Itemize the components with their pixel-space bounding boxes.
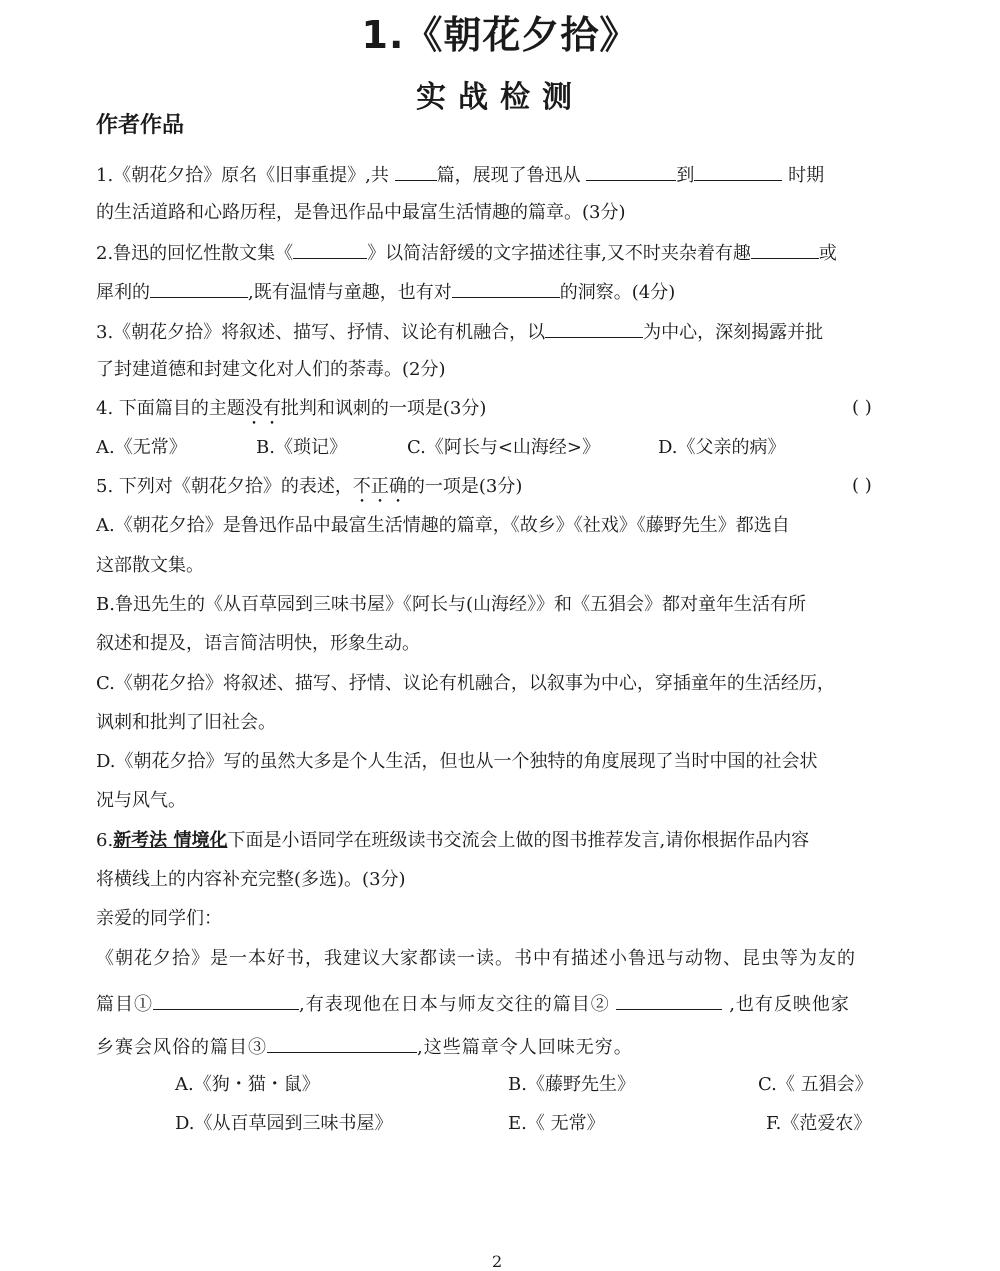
q5-option-d-line-2[interactable]: 况与风气。 [96,790,186,811]
q4-text-pre: 4. 下面篇目的主题 [96,398,245,419]
q1-blank-3[interactable] [694,162,782,181]
question-4-stem [96,397,486,429]
question-3-line-2: 了封建道德和封建文化对人们的荼毒。(2分) [96,359,446,380]
question-2-line-2 [96,279,675,305]
q6-option-c[interactable]: C.《 五猖会》 [758,1074,873,1095]
q2-blank-4[interactable] [452,279,560,298]
q5-option-d-line-1[interactable]: D.《朝花夕拾》写的虽然大多是个人生活，但也从一个独特的角度展现了当时中国的社会状 [96,751,818,772]
q6-tag: 新考法 情境化 [113,830,228,851]
question-2-line-1 [96,240,837,266]
q6-speech-3b: ,这些篇章令人回味无穷。 [417,1037,633,1058]
q6-speech-line-2 [96,991,850,1017]
q5-option-c-line-2[interactable]: 讽刺和批判了旧社会。 [96,712,276,733]
q4-option-a[interactable]: A.《无常》 [96,437,187,458]
q5-option-c-line-1[interactable]: C.《朝花夕拾》将叙述、描写、抒情、议论有机融合，以叙事为中心，穿插童年的生活经历， [96,673,835,694]
q4-answer-paren[interactable]: ( ) [852,397,872,418]
q1-blank-1[interactable] [395,162,437,181]
q5-option-a-line-2[interactable]: 这部散文集。 [96,555,204,576]
q6-blank-3[interactable] [267,1034,417,1053]
q6-speech-2c: ,也有反映他家 [729,994,850,1015]
q6-option-b[interactable]: B.《藤野先生》 [508,1074,635,1095]
q6-option-a[interactable]: A.《狗・猫・鼠》 [175,1074,320,1095]
q2-text-f: 的洞察。(4分) [559,282,676,303]
question-1-line-2: 的生活道路和心路历程，是鲁迅作品中最富生活情趣的篇章。(3分) [96,202,626,223]
q3-text-b: 为中心，深刻揭露并批 [643,322,824,343]
q1-text-d: 时期 [788,165,825,186]
q6-number: 6. [96,830,114,851]
q2-text-b: 》以简洁舒缓的文字描述往事,又不时夹杂着有趣 [367,243,751,264]
q2-blank-3[interactable] [150,279,248,298]
page-subtitle: 实战检测 [416,80,584,115]
q6-speech-2b: ,有表现他在日本与师友交往的篇目② [299,994,610,1015]
q5-emphasis: 不正确 [352,476,407,497]
q1-text-b: 篇，展现了鲁迅从 [436,165,581,186]
question-6-line-1 [96,829,809,853]
q6-speech-line-1: 《朝花夕拾》是一本好书，我建议大家都读一读。书中有描述小鲁迅与动物、昆虫等为友的 [96,948,856,969]
q2-text-c: 或 [818,243,837,264]
q5-answer-paren[interactable]: ( ) [852,475,872,496]
q1-text-c: 到 [676,165,695,186]
q3-text-a: 3.《朝花夕拾》将叙述、描写、抒情、议论有机融合，以 [96,322,546,343]
q6-speech-2a: 篇目① [96,994,153,1015]
q5-option-a-line-1[interactable]: A.《朝花夕拾》是鲁迅作品中最富生活情趣的篇章，《故乡》《社戏》《藤野先生》都选自 [96,515,790,536]
q2-blank-2[interactable] [751,240,819,259]
q6-blank-1[interactable] [153,991,299,1010]
q6-text-a: 下面是小语同学在班级读书交流会上做的图书推荐发言,请你根据作品内容 [227,830,810,851]
question-1-line-1 [96,162,824,188]
q5-text-pre: 5. 下列对《朝花夕拾》的表述， [96,476,353,497]
q1-blank-2[interactable] [586,162,676,181]
q2-blank-1[interactable] [293,240,367,259]
q5-option-b-line-2[interactable]: 叙述和提及，语言简洁明快，形象生动。 [96,633,420,654]
q6-option-d[interactable]: D.《从百草园到三味书屋》 [175,1113,393,1134]
q1-text-a: 1.《朝花夕拾》原名《旧事重提》,共 [96,165,389,186]
q6-greeting: 亲爱的同学们： [96,908,222,929]
question-5-stem [96,475,522,507]
q4-emphasis: 没有 [244,398,281,419]
section-heading: 作者作品 [96,113,185,138]
question-6-line-2: 将横线上的内容补充完整(多选)。(3分) [96,869,406,890]
q5-text-post: 的一项是(3分) [406,476,523,497]
q6-speech-3a: 乡赛会风俗的篇目③ [96,1037,267,1058]
q6-option-e[interactable]: E.《 无常》 [508,1113,605,1134]
q6-blank-2[interactable] [616,991,722,1010]
page-title: 1.《朝花夕拾》 [361,13,639,57]
q4-option-b[interactable]: B.《琐记》 [256,437,347,458]
page-number: 2 [492,1252,503,1271]
q2-text-a: 2.鲁迅的回忆性散文集《 [96,243,294,264]
q4-text-post: 批判和讽刺的一项是(3分) [280,398,487,419]
q4-option-d[interactable]: D.《父亲的病》 [658,437,786,458]
q2-text-e: ,既有温情与童趣，也有对 [248,282,452,303]
q5-option-b-line-1[interactable]: B.鲁迅先生的《从百草园到三味书屋》《阿长与(山海经》》和《五猖会》都对童年生活有所 [96,594,806,615]
q3-blank-1[interactable] [545,319,643,338]
q6-option-f[interactable]: F.《范爱农》 [766,1113,872,1134]
q4-option-c[interactable]: C.《阿长与<山海经>》 [407,437,601,458]
question-3-line-1 [96,319,823,345]
q6-speech-line-3 [96,1034,633,1060]
q2-text-d: 犀利的 [96,282,150,303]
